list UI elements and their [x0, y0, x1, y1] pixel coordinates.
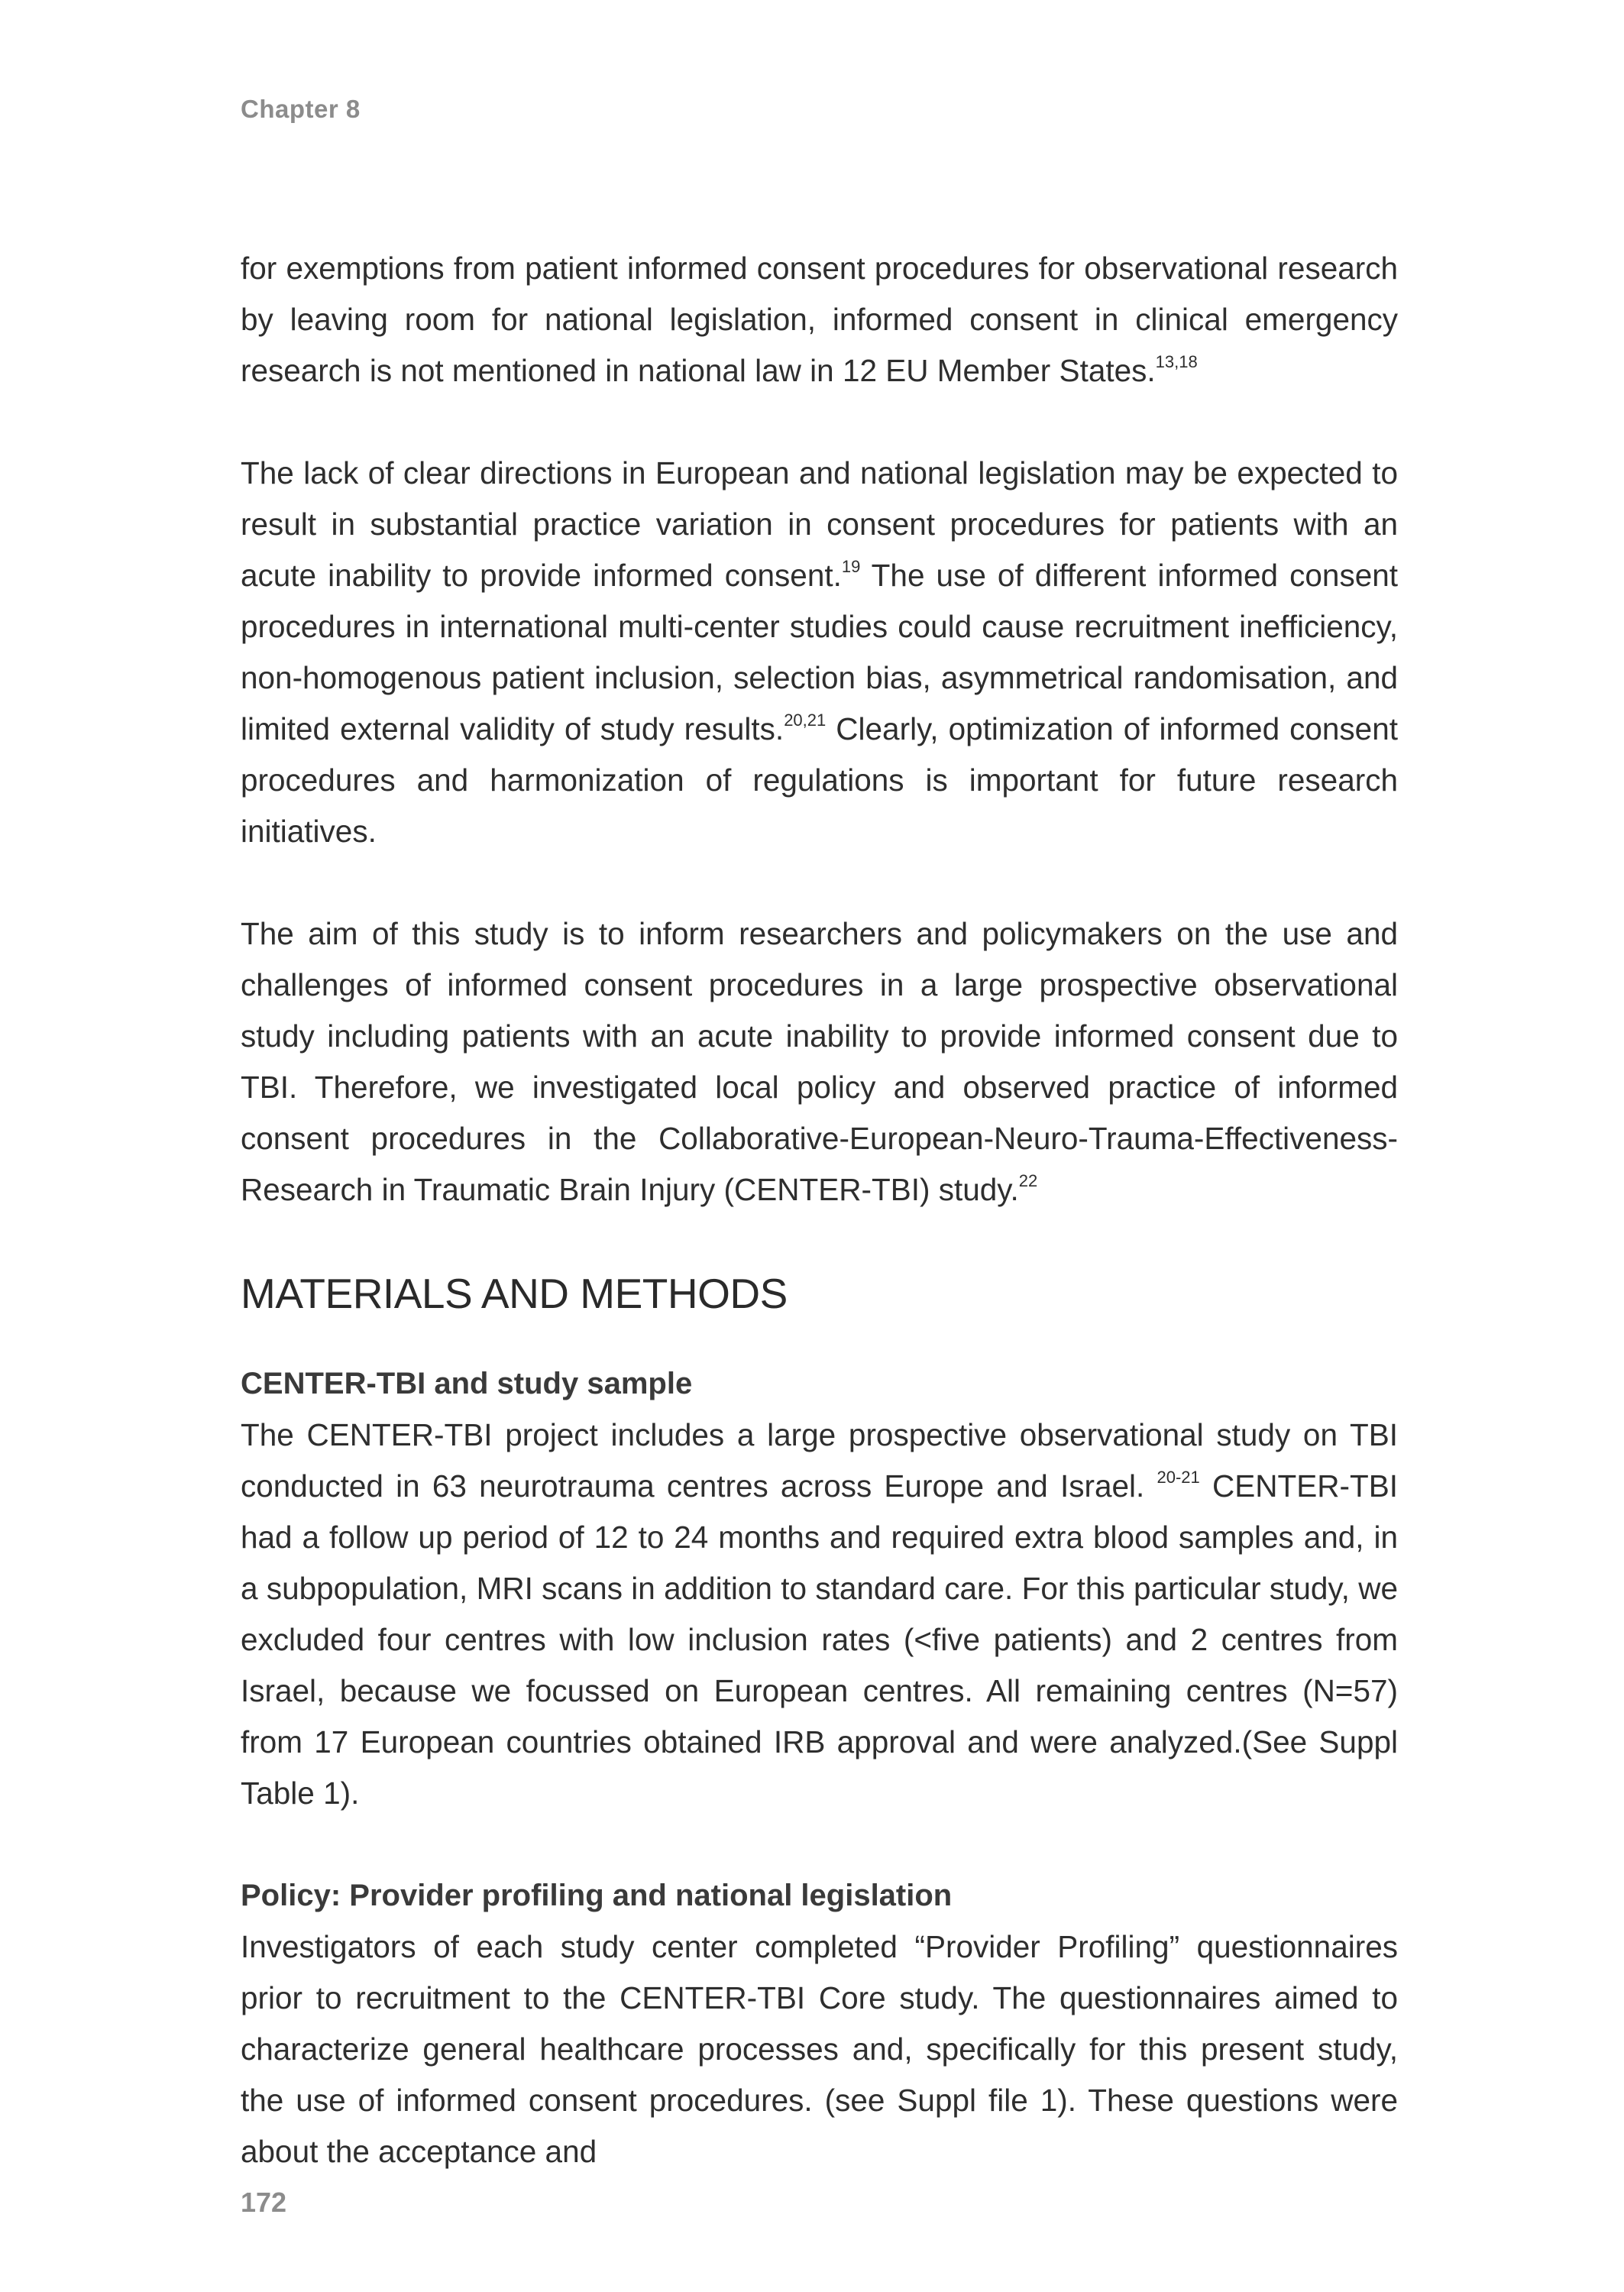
paragraph-text: Investigators of each study center completed “Provider Profiling” questionnaires prior to recruitment to the CENTER-TBI Core study. The questionnaires aimed to characterize general healthcare processes and, specifically for this present study, the use of informed consent procedures. (see Suppl file 1). These questions were about the acceptance and — [241, 1929, 1398, 2169]
page-number: 172 — [241, 2187, 287, 2218]
paragraph-exemptions — [241, 243, 1398, 397]
citation-ref: 13,18 — [1155, 351, 1198, 371]
paragraph-text: The CENTER-TBI project includes a large prospective observational study on TBI conducted in 63 neurotrauma centres across Europe and Israel. — [241, 1417, 1398, 1504]
paragraph-lack-of-directions — [241, 448, 1398, 857]
citation-ref: 20-21 — [1157, 1467, 1200, 1487]
citation-ref: 20,21 — [784, 710, 827, 730]
paragraph-study-aim — [241, 908, 1398, 1216]
subheading-provider-profiling: Policy: Provider profiling and national legislation — [241, 1879, 953, 1912]
paragraph-study-sample — [241, 1410, 1398, 1819]
paragraph-text: for exemptions from patient informed consent procedures for observational research by leaving room for national legislation, informed consent in clinical emergency research is not mentioned in national law in 12 EU Member States. — [241, 251, 1398, 388]
paragraph-text: CENTER-TBI had a follow up period of 12 to 24 months and required extra blood samples and, in a subpopulation, MRI scans in addition to standard care. For this particular study, we excluded four centres with low inclusion rates (<five patients) and 2 centres from Israel, because we focussed on European centres. All remaining centres (N=57) from 17 European countries obtained IRB approval and were analyzed.(See Suppl Table 1). — [241, 1468, 1398, 1811]
citation-ref: 22 — [1018, 1170, 1038, 1190]
subheading-study-sample: CENTER-TBI and study sample — [241, 1367, 693, 1400]
paragraph-provider-profiling — [241, 1921, 1398, 2177]
paragraph-text: The lack of clear directions in European and national legislation may be expected to result in substantial practice variation in consent procedures for patients with an acute inability to provide informed consent. — [241, 455, 1398, 593]
section-heading-materials-methods: MATERIALS AND METHODS — [241, 1270, 788, 1317]
paragraph-text: The aim of this study is to inform researchers and policymakers on the use and challenges of informed consent procedures in a large prospective observational study including patients with an acute inability to provide informed consent due to TBI. Therefore, we investigated local policy and observed practice of informed consent procedures in the Collaborative-European-Neuro-Trauma-Effectiveness-Research in Traumatic Brain Injury (CENTER-TBI) study. — [241, 916, 1398, 1207]
running-header-chapter: Chapter 8 — [241, 95, 361, 123]
paragraph-text: The use of different informed consent procedures in international multi-center studies could cause recruitment inefficiency, non-homogenous patient inclusion, selection bias, asymmetrical randomisation, and limited external validity of study results. — [241, 558, 1398, 746]
page-body — [241, 243, 1398, 2229]
citation-ref: 19 — [841, 556, 861, 576]
paragraph-text: Clearly, optimization of informed consent procedures and harmonization of regulations is important for future research initiatives. — [241, 711, 1398, 849]
